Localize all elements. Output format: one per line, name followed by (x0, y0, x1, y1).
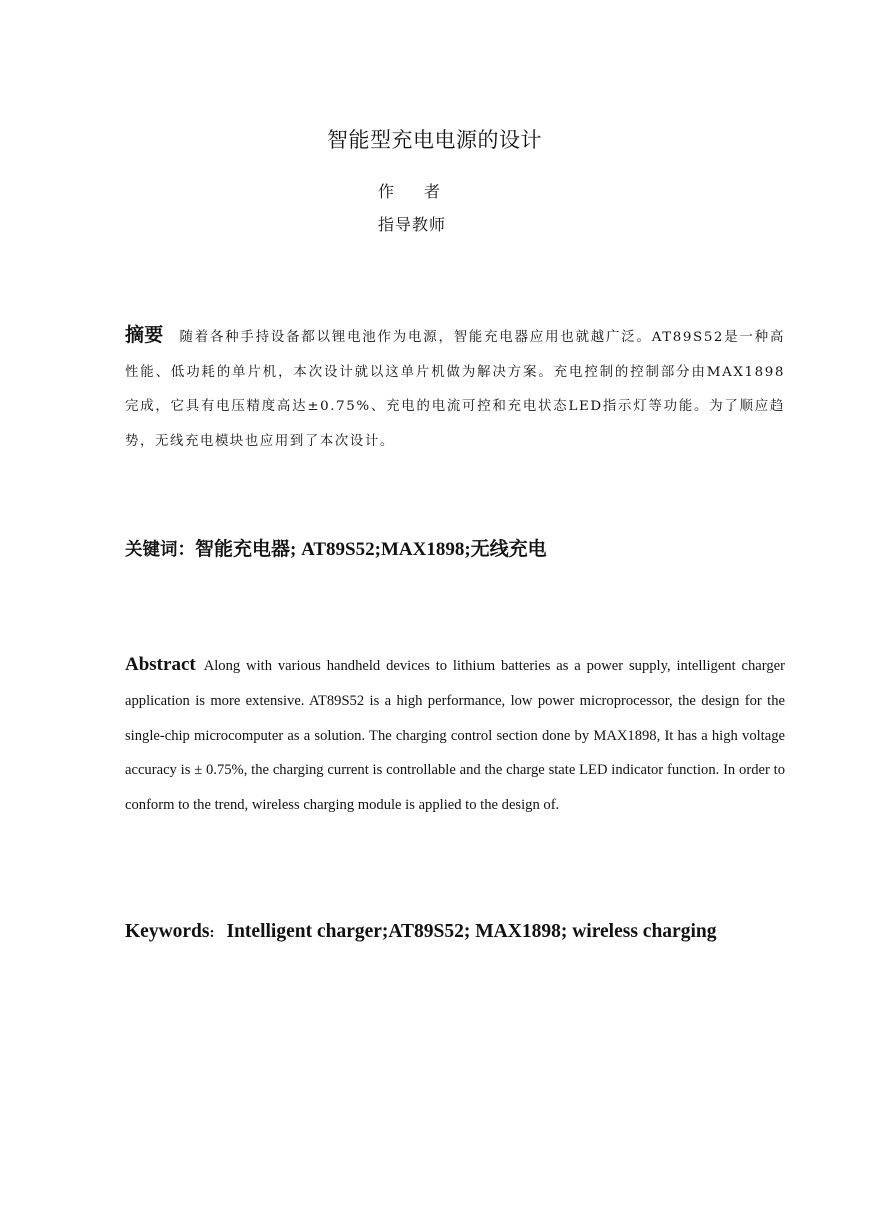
english-keywords-colon: : (209, 925, 215, 941)
document-title: 智能型充电电源的设计 (327, 128, 542, 152)
chinese-abstract (125, 318, 785, 459)
advisor-label: 指导教师 (378, 215, 447, 234)
chinese-abstract-text: 随着各种手持设备都以锂电池作为电源，智能充电器应用也就越广泛。AT89S52是一种高性能、低功耗的单片机，本次设计就以这单片机做为解决方案。充电控制的控制部分由MAX1898完成，它具有电压精度高达±0.75%、充电的电流可控和充电状态LED指示灯等功能。为了顺应趋势，无线充电模块也应用到了本次设计。 (125, 330, 785, 449)
english-keywords-text: Intelligent charger;AT89S52; MAX1898; wireless charging (226, 921, 717, 942)
english-abstract-text: Along with various handheld devices to lithium batteries as a power supply, intelligent charger application is more extensive. AT89S52 is a high performance, low power microprocessor, the design for the single-chip microcomputer as a solution. The charging control section done by MAX1898, It has a high voltage accuracy is ± 0.75%, the charging current is controllable and the charge state LED indicator function. In order to conform to the trend, wireless charging module is applied to the design of. (125, 658, 785, 814)
english-keywords (125, 921, 716, 943)
chinese-abstract-heading: 摘要 (125, 324, 164, 346)
english-keywords-label: Keywords (125, 921, 210, 942)
author-label: 作者 (378, 182, 471, 201)
english-abstract (125, 648, 785, 823)
english-abstract-heading: Abstract (125, 654, 196, 675)
chinese-keywords-label: 关键词： (125, 540, 195, 560)
chinese-keywords (125, 534, 547, 561)
chinese-keywords-text: 智能充电器; AT89S52;MAX1898;无线充电 (195, 539, 547, 560)
